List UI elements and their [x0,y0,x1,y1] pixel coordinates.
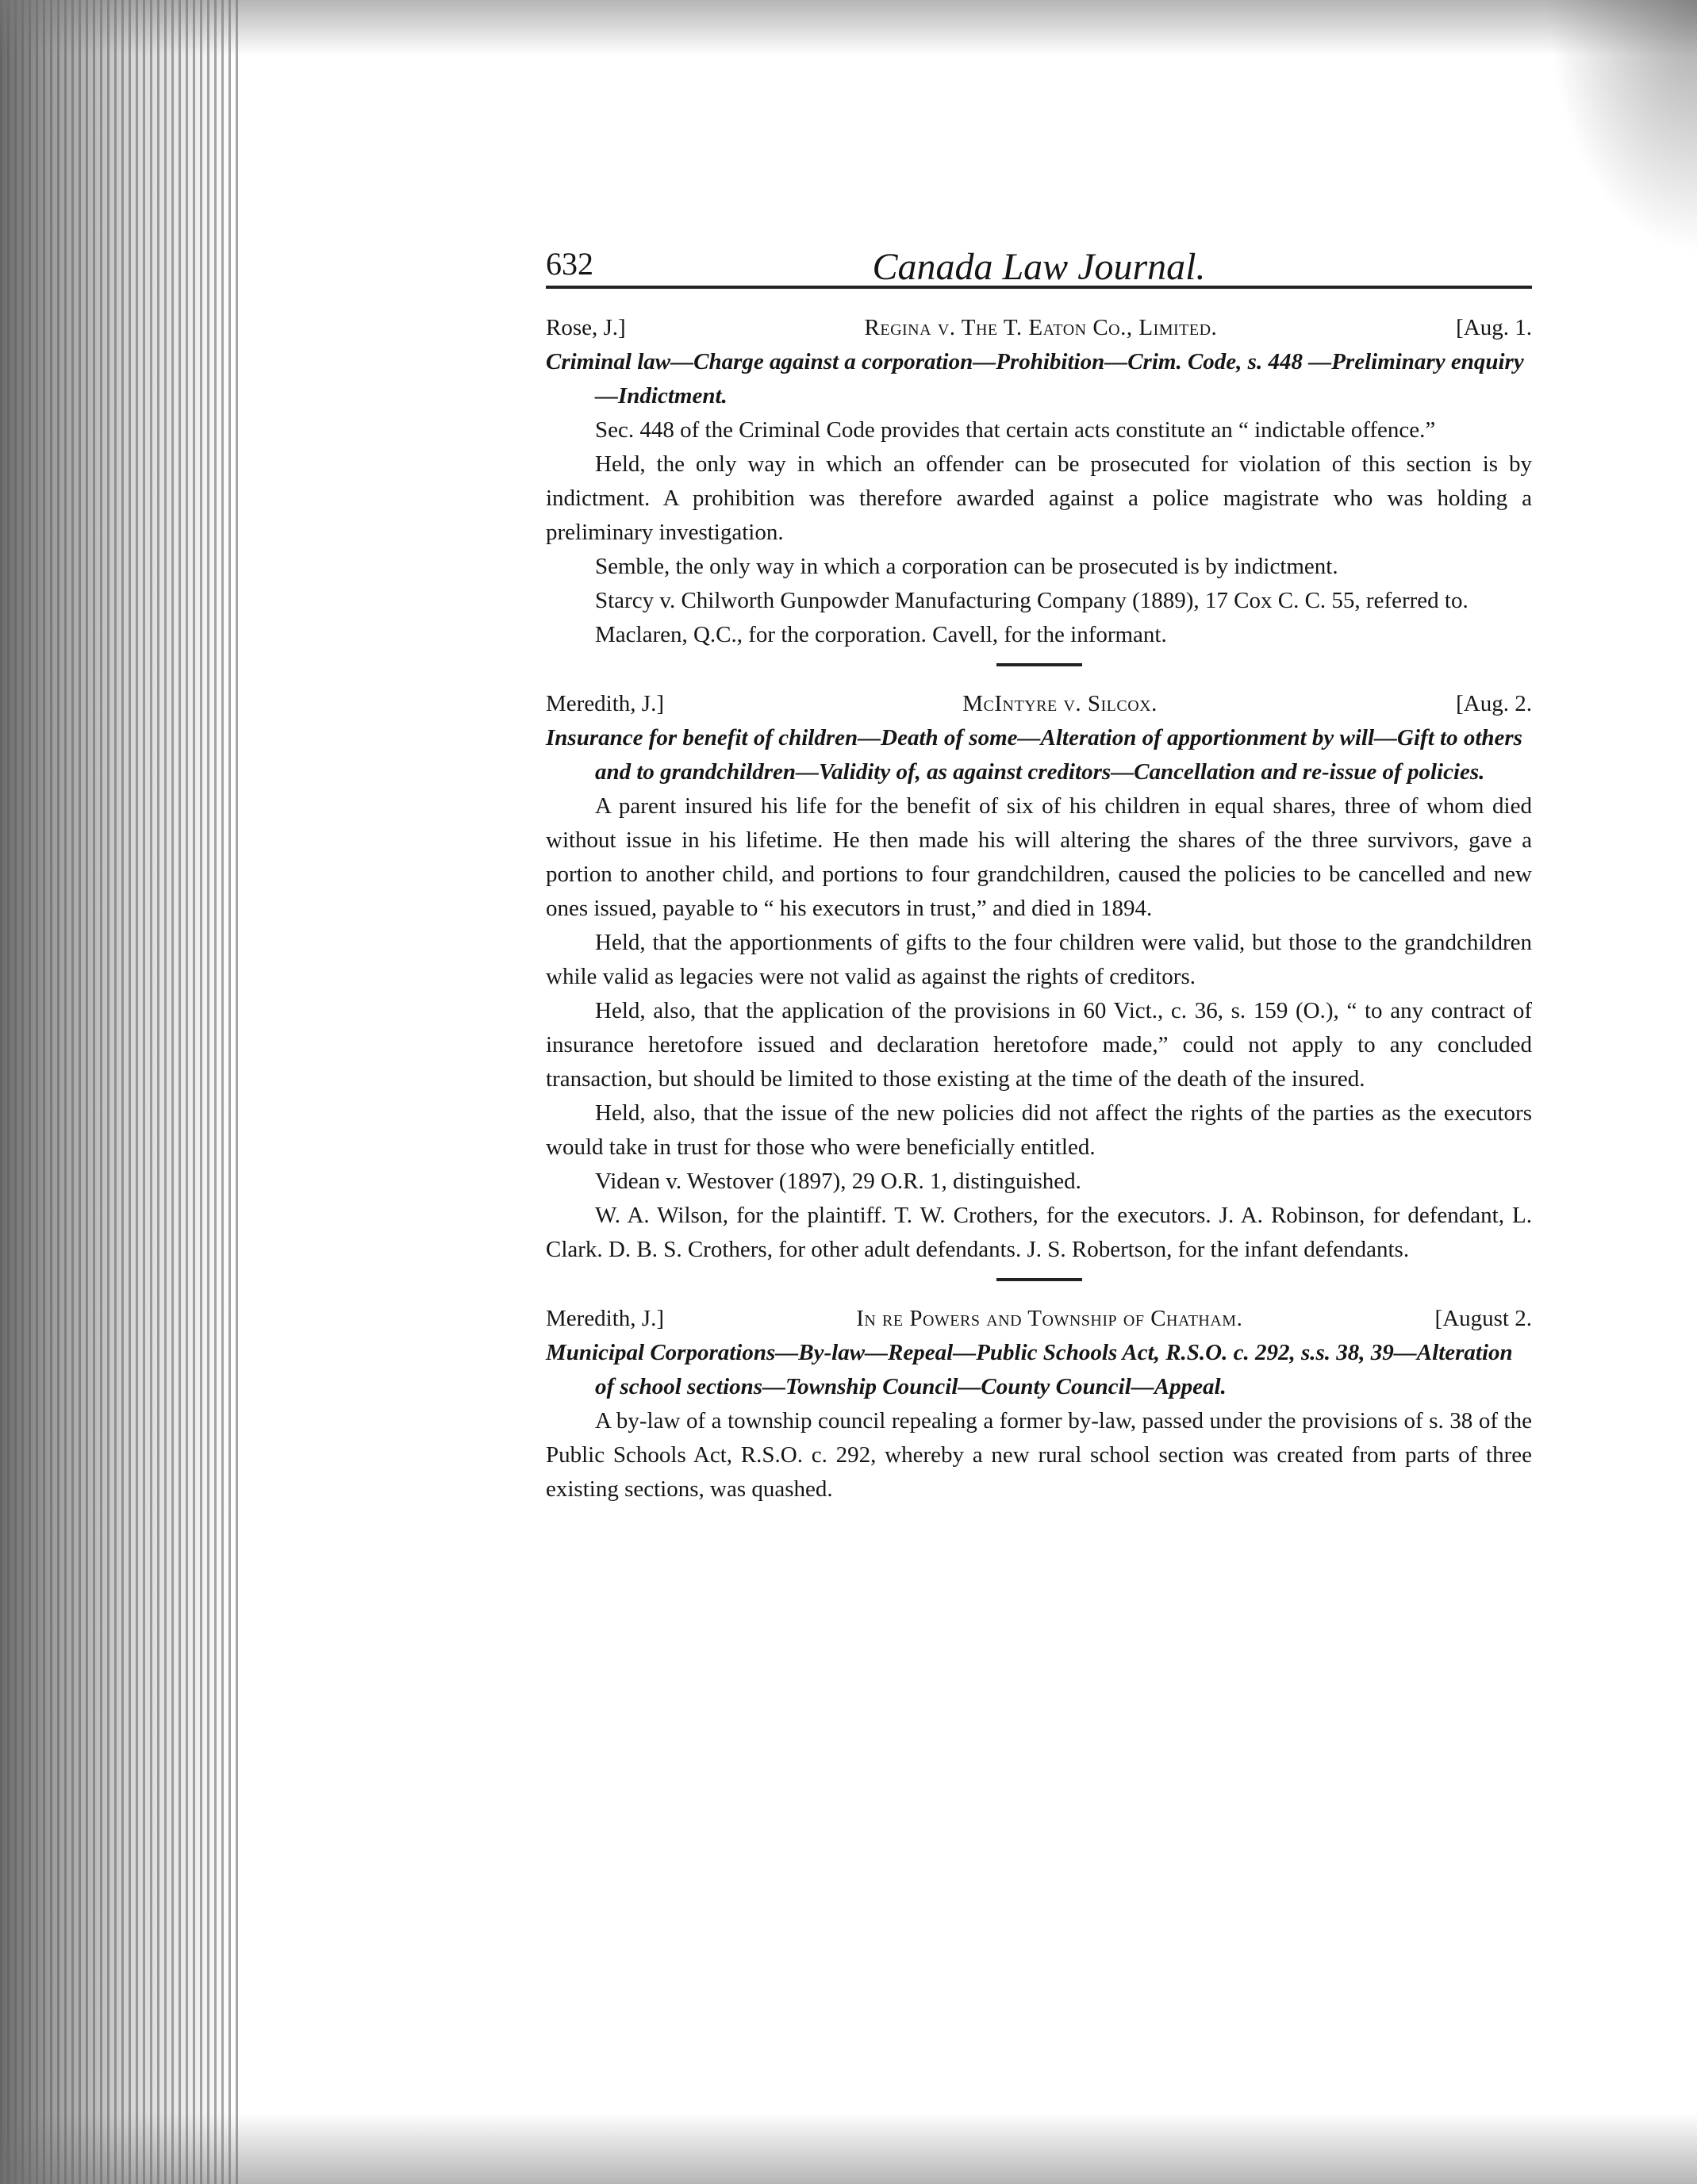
case-catchwords: Insurance for benefit of children—Death of some—Alteration of apportionment by will—Gift to others and to grandchildren—Validity of, as against creditors—Cancellation and re-issue of policies. [546,725,1522,785]
case-paragraph: Maclaren, Q.C., for the corporation. Cavell, for the informant. [595,622,1167,647]
page-header [546,236,1532,289]
case-paragraph: Held, also, that the issue of the new policies did not affect the rights of the parties as the executors would take in trust for those who were beneficially entitled. [546,1100,1532,1160]
case-date: [August 2. [1434,1306,1532,1331]
case-judge: Meredith, J.] [546,691,664,716]
scan-top-shadow [0,0,1697,56]
case-paragraph: Sec. 448 of the Criminal Code provides that certain acts constitute an “ indictable offence.” [595,417,1436,443]
case-paragraph: Starcy v. Chilworth Gunpowder Manufacturing Company (1889), 17 Cox C. C. 55, referred to. [595,588,1469,613]
scan-left-edge [0,0,238,2184]
section-divider [996,1278,1082,1281]
case-heading [546,687,1532,721]
case-date: [Aug. 2. [1456,691,1532,716]
case-report [546,1302,1532,1507]
case-date: [Aug. 1. [1456,315,1532,340]
section-divider [996,663,1082,666]
case-title: Regina v. The T. Eaton Co., Limited. [864,315,1218,340]
scan-bottom-shadow [0,2113,1697,2184]
case-report [546,311,1532,652]
case-paragraph: Videan v. Westover (1897), 29 O.R. 1, distinguished. [595,1169,1081,1194]
case-judge: Meredith, J.] [546,1306,664,1331]
case-paragraph: A parent insured his life for the benefit of six of his children in equal shares, three of whom died without issue in his lifetime. He then made his will altering the shares of the three survivors, gave a portion to another child, and portions to four grandchildren, caused the policies to be cancelled and new ones issued, payable to “ his executors in trust,” and died in 1894. [546,793,1532,921]
case-title: McIntyre v. Silcox. [962,691,1158,716]
case-catchwords: Municipal Corporations—By-law—Repeal—Public Schools Act, R.S.O. c. 292, s.s. 38, 39—Alteration of school sections—Township Council—County Council—Appeal. [546,1340,1513,1399]
case-catchwords: Criminal law—Charge against a corporation—Prohibition—Crim. Code, s. 448 —Preliminary enquiry—Indictment. [546,349,1524,409]
case-heading [546,1302,1532,1336]
case-report [546,687,1532,1267]
scan-right-corner [1546,0,1697,254]
case-paragraph: Held, the only way in which an offender can be prosecuted for violation of this section is by indictment. A prohibition was therefore awarded against a police magistrate who was holding a preliminary investigation. [546,451,1532,545]
journal-title: Canada Law Journal. [872,246,1206,288]
case-paragraph: Held, that the apportionments of gifts to the four children were valid, but those to the grandchildren while valid as legacies were not valid as against the rights of creditors. [546,930,1532,989]
journal-page [546,236,1532,1511]
case-paragraph: Held, also, that the application of the provisions in 60 Vict., c. 36, s. 159 (O.), “ to any contract of insurance heretofore issued and declaration heretofore made,” could not apply to any concluded transaction, but should be limited to those existing at the time of the death of the insured. [546,998,1532,1092]
case-heading [546,311,1532,345]
case-judge: Rose, J.] [546,315,626,340]
case-paragraph: Semble, the only way in which a corporation can be prosecuted is by indictment. [595,554,1338,579]
case-title: In re Powers and Township of Chatham. [856,1306,1243,1331]
case-paragraph: W. A. Wilson, for the plaintiff. T. W. Crothers, for the executors. J. A. Robinson, for defendant, L. Clark. D. B. S. Crothers, for other adult defendants. J. S. Robertson, for the infant defendants. [546,1203,1532,1262]
case-paragraph: A by-law of a township council repealing a former by-law, passed under the provisions of s. 38 of the Public Schools Act, R.S.O. c. 292, whereby a new rural school section was created from parts of three existing sections, was quashed. [546,1408,1532,1502]
page-number: 632 [546,246,593,282]
